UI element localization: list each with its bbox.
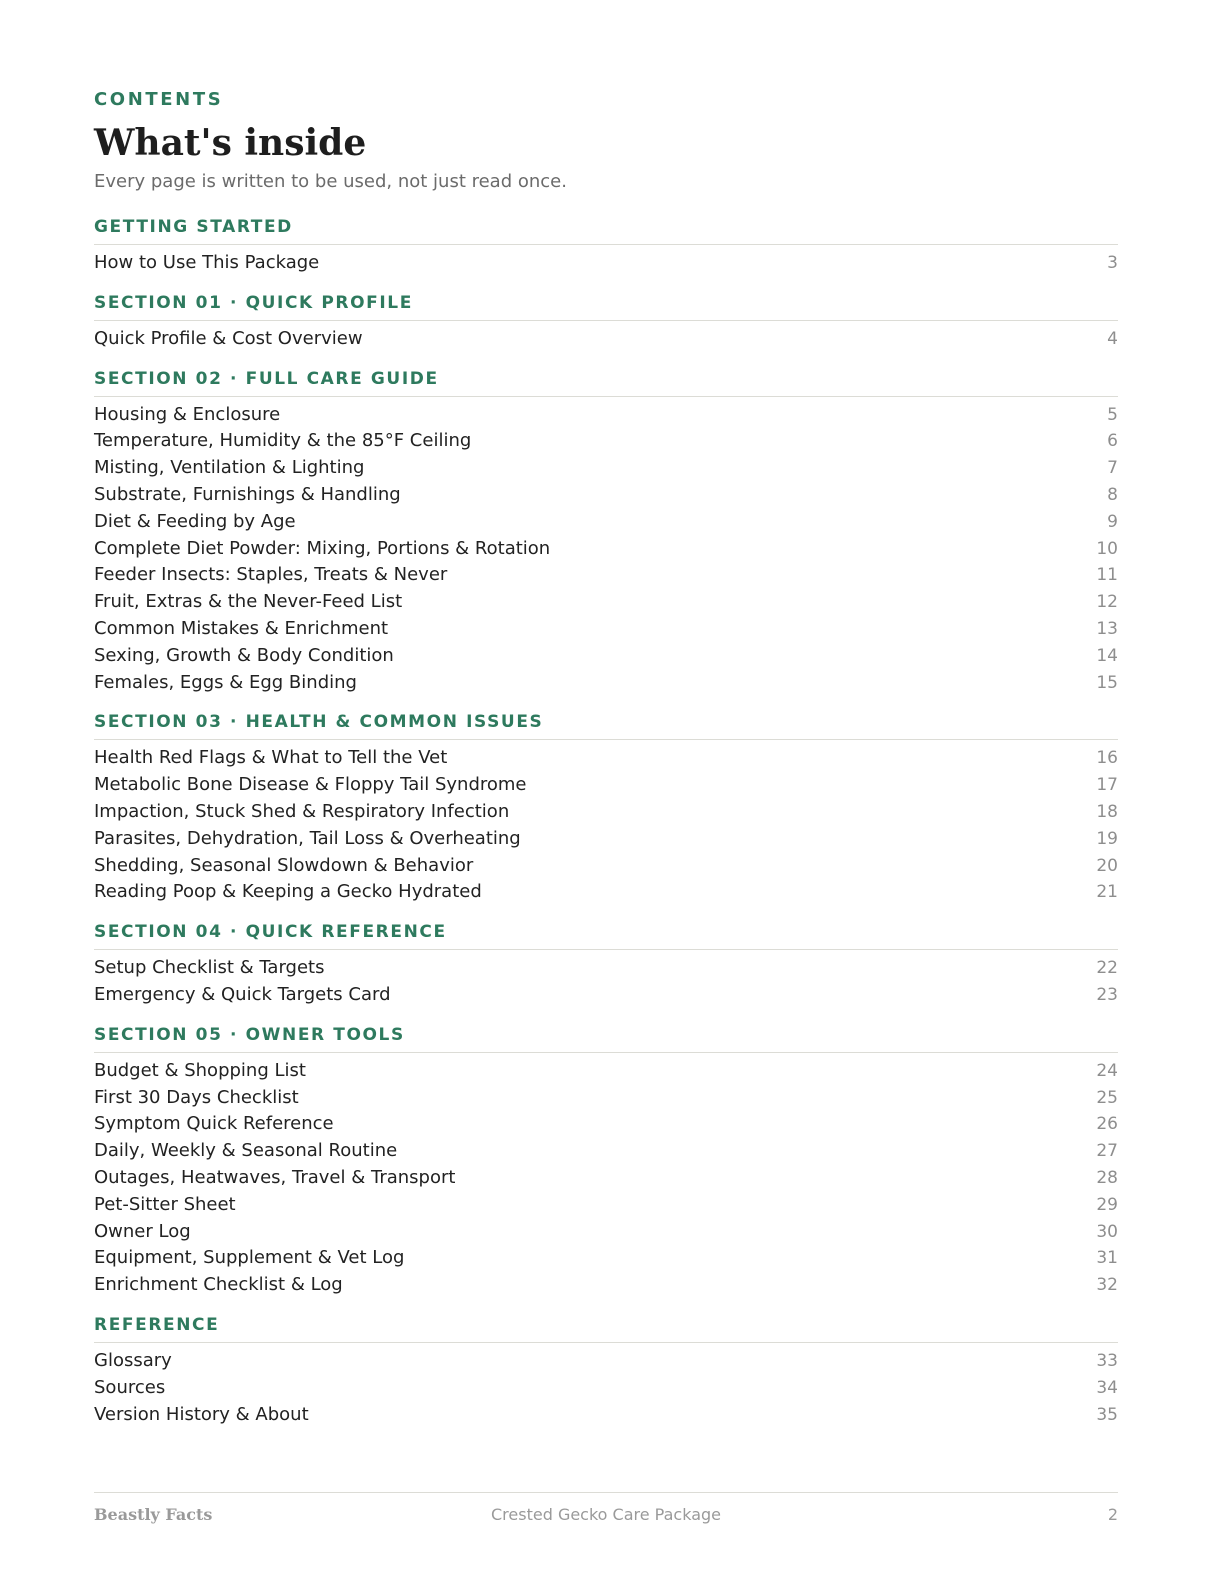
toc-entry[interactable] bbox=[94, 1402, 1118, 1429]
toc-entry-title: Equipment, Supplement & Vet Log bbox=[94, 1247, 405, 1269]
toc-entry[interactable] bbox=[94, 1192, 1118, 1219]
toc-entry-title: Owner Log bbox=[94, 1220, 191, 1242]
toc-entry-title: Pet-Sitter Sheet bbox=[94, 1193, 236, 1215]
toc-entry[interactable] bbox=[94, 643, 1118, 670]
toc-entry-page-number: 12 bbox=[1096, 592, 1118, 613]
toc-entry[interactable] bbox=[94, 562, 1118, 589]
toc-entry-title: Quick Profile & Cost Overview bbox=[94, 327, 363, 349]
toc-entry[interactable] bbox=[94, 536, 1118, 563]
toc-entry-title: Emergency & Quick Targets Card bbox=[94, 983, 391, 1005]
toc-entry-title: Complete Diet Powder: Mixing, Portions & Rotation bbox=[94, 537, 551, 559]
toc-section bbox=[94, 1312, 1118, 1428]
toc-entry[interactable] bbox=[94, 826, 1118, 853]
toc-entry-page-number: 28 bbox=[1096, 1167, 1118, 1188]
toc-entry-title: Housing & Enclosure bbox=[94, 403, 281, 425]
toc-entry[interactable] bbox=[94, 1375, 1118, 1402]
toc-entry-page-number: 13 bbox=[1096, 618, 1118, 639]
toc-entry-page-number: 8 bbox=[1107, 484, 1118, 505]
toc-entry[interactable] bbox=[94, 326, 1118, 353]
toc-entry[interactable] bbox=[94, 745, 1118, 772]
section-heading: SECTION 01 · QUICK PROFILE bbox=[94, 290, 1118, 321]
section-heading: GETTING STARTED bbox=[94, 214, 1118, 245]
toc-entry[interactable] bbox=[94, 1111, 1118, 1138]
toc-entry-title: Feeder Insects: Staples, Treats & Never bbox=[94, 564, 448, 586]
toc-entry-page-number: 19 bbox=[1096, 828, 1118, 849]
toc-entry[interactable] bbox=[94, 772, 1118, 799]
toc-entry-title: Substrate, Furnishings & Handling bbox=[94, 483, 401, 505]
toc-entry-title: Shedding, Seasonal Slowdown & Behavior bbox=[94, 854, 474, 876]
toc-entry-page-number: 24 bbox=[1096, 1060, 1118, 1081]
toc-entry[interactable] bbox=[94, 670, 1118, 697]
toc-section bbox=[94, 919, 1118, 1009]
toc-entry[interactable] bbox=[94, 428, 1118, 455]
toc-entry[interactable] bbox=[94, 402, 1118, 429]
toc-entry-page-number: 16 bbox=[1096, 748, 1118, 769]
toc-entry[interactable] bbox=[94, 853, 1118, 880]
toc-entry-page-number: 27 bbox=[1096, 1141, 1118, 1162]
toc-entry[interactable] bbox=[94, 589, 1118, 616]
toc-entry[interactable] bbox=[94, 455, 1118, 482]
toc-entry-title: Temperature, Humidity & the 85°F Ceiling bbox=[94, 430, 472, 452]
section-heading: SECTION 05 · OWNER TOOLS bbox=[94, 1022, 1118, 1053]
toc-entry-page-number: 26 bbox=[1096, 1114, 1118, 1135]
toc-entry-title: Reading Poop & Keeping a Gecko Hydrated bbox=[94, 881, 482, 903]
toc-entry-title: Parasites, Dehydration, Tail Loss & Overheating bbox=[94, 827, 521, 849]
toc-entry-page-number: 25 bbox=[1096, 1087, 1118, 1108]
toc-entry-page-number: 31 bbox=[1096, 1248, 1118, 1269]
toc-entry-title: Budget & Shopping List bbox=[94, 1059, 306, 1081]
page-footer bbox=[94, 1492, 1118, 1524]
toc-entry-title: Health Red Flags & What to Tell the Vet bbox=[94, 747, 448, 769]
toc-entry[interactable] bbox=[94, 1219, 1118, 1246]
toc-entry[interactable] bbox=[94, 1272, 1118, 1299]
toc-entry-page-number: 6 bbox=[1107, 431, 1118, 452]
toc-entry-page-number: 9 bbox=[1107, 511, 1118, 532]
toc-entry-page-number: 32 bbox=[1096, 1275, 1118, 1296]
page-title: What's inside bbox=[94, 122, 367, 164]
toc-entry-title: First 30 Days Checklist bbox=[94, 1086, 299, 1108]
toc-entry-page-number: 33 bbox=[1096, 1350, 1118, 1371]
toc-entry-title: Metabolic Bone Disease & Floppy Tail Syndrome bbox=[94, 774, 527, 796]
toc-entry-title: Fruit, Extras & the Never-Feed List bbox=[94, 591, 403, 613]
toc-entry[interactable] bbox=[94, 799, 1118, 826]
toc-entry-page-number: 21 bbox=[1096, 882, 1118, 903]
toc-section bbox=[94, 709, 1118, 906]
section-heading: REFERENCE bbox=[94, 1312, 1118, 1343]
toc-entry-page-number: 10 bbox=[1096, 538, 1118, 559]
toc-entry[interactable] bbox=[94, 509, 1118, 536]
toc-entry-title: Females, Eggs & Egg Binding bbox=[94, 671, 357, 693]
section-heading: SECTION 02 · FULL CARE GUIDE bbox=[94, 366, 1118, 397]
toc-entry[interactable] bbox=[94, 1058, 1118, 1085]
toc-entry-title: Symptom Quick Reference bbox=[94, 1113, 334, 1135]
toc-entry-title: Impaction, Stuck Shed & Respiratory Infection bbox=[94, 800, 510, 822]
toc-entry[interactable] bbox=[94, 482, 1118, 509]
toc-entry-title: Sources bbox=[94, 1376, 166, 1398]
toc-section bbox=[94, 366, 1118, 697]
table-of-contents bbox=[94, 214, 1118, 1441]
toc-entry[interactable] bbox=[94, 616, 1118, 643]
toc-entry-page-number: 3 bbox=[1107, 253, 1118, 273]
toc-entry[interactable] bbox=[94, 250, 1118, 277]
toc-entry-title: Daily, Weekly & Seasonal Routine bbox=[94, 1140, 398, 1162]
toc-entry-title: Sexing, Growth & Body Condition bbox=[94, 644, 394, 666]
toc-entry[interactable] bbox=[94, 1165, 1118, 1192]
toc-entry-page-number: 4 bbox=[1107, 328, 1118, 349]
toc-entry-page-number: 5 bbox=[1107, 404, 1118, 425]
toc-entry[interactable] bbox=[94, 955, 1118, 982]
toc-entry[interactable] bbox=[94, 982, 1118, 1009]
toc-entry-page-number: 15 bbox=[1096, 672, 1118, 693]
toc-entry-title: Common Mistakes & Enrichment bbox=[94, 617, 389, 639]
footer-document-title: Crested Gecko Care Package bbox=[491, 1505, 721, 1524]
toc-entry[interactable] bbox=[94, 1085, 1118, 1112]
toc-entry[interactable] bbox=[94, 1348, 1118, 1375]
toc-entry-page-number: 20 bbox=[1096, 855, 1118, 876]
toc-entry[interactable] bbox=[94, 1138, 1118, 1165]
toc-entry[interactable] bbox=[94, 1245, 1118, 1272]
toc-entry-title: Glossary bbox=[94, 1349, 172, 1371]
toc-entry[interactable] bbox=[94, 879, 1118, 906]
toc-entry-page-number: 23 bbox=[1096, 984, 1118, 1005]
page-subtitle: Every page is written to be used, not just read once. bbox=[94, 171, 567, 192]
toc-entry-page-number: 35 bbox=[1096, 1404, 1118, 1425]
toc-entry-title: Setup Checklist & Targets bbox=[94, 957, 325, 979]
toc-entry-page-number: 29 bbox=[1096, 1194, 1118, 1215]
toc-entry-page-number: 34 bbox=[1096, 1377, 1118, 1398]
toc-section bbox=[94, 290, 1118, 353]
section-heading: SECTION 03 · HEALTH & COMMON ISSUES bbox=[94, 709, 1118, 740]
toc-entry-page-number: 11 bbox=[1096, 565, 1118, 586]
toc-entry-page-number: 7 bbox=[1107, 458, 1118, 479]
footer-page-number: 2 bbox=[1107, 1505, 1118, 1524]
toc-entry-page-number: 22 bbox=[1096, 958, 1118, 979]
toc-entry-title: Diet & Feeding by Age bbox=[94, 510, 296, 532]
toc-entry-page-number: 18 bbox=[1096, 801, 1118, 822]
toc-section bbox=[94, 214, 1118, 277]
section-heading: SECTION 04 · QUICK REFERENCE bbox=[94, 919, 1118, 950]
toc-entry-title: How to Use This Package bbox=[94, 252, 320, 273]
footer-brand: Beastly Facts bbox=[94, 1505, 213, 1524]
toc-entry-title: Version History & About bbox=[94, 1403, 309, 1425]
toc-section bbox=[94, 1022, 1118, 1299]
toc-entry-title: Outages, Heatwaves, Travel & Transport bbox=[94, 1166, 456, 1188]
contents-eyebrow: CONTENTS bbox=[94, 89, 224, 110]
toc-entry-page-number: 30 bbox=[1096, 1221, 1118, 1242]
toc-entry-title: Misting, Ventilation & Lighting bbox=[94, 457, 365, 479]
toc-entry-page-number: 14 bbox=[1096, 645, 1118, 666]
toc-entry-title: Enrichment Checklist & Log bbox=[94, 1274, 343, 1296]
toc-entry-page-number: 17 bbox=[1096, 775, 1118, 796]
